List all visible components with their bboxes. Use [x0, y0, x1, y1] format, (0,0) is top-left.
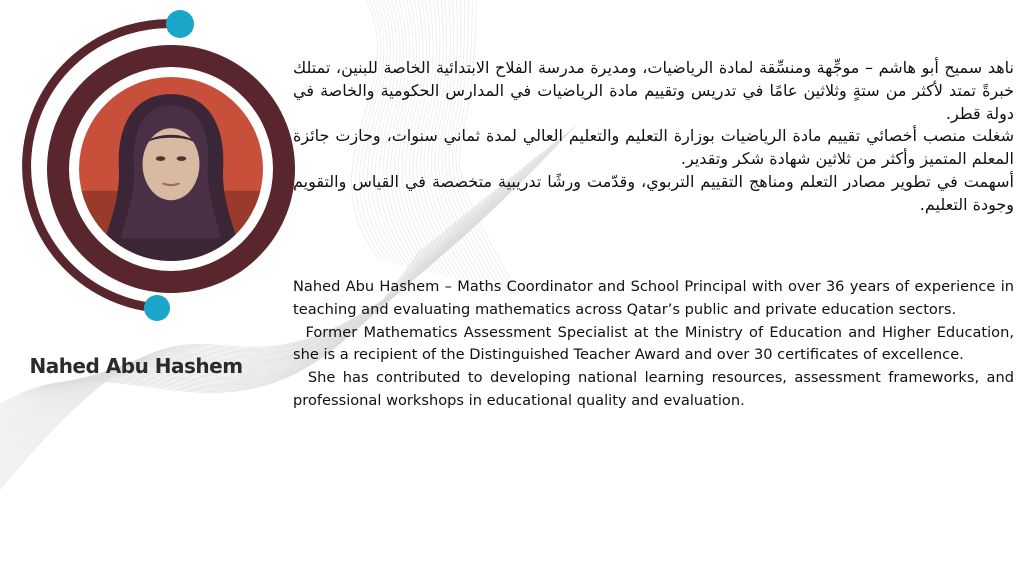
speaker-portrait-image — [79, 77, 263, 261]
bottom-dot — [144, 295, 170, 321]
bio-english — [293, 276, 1019, 413]
bio-arabic-paragraph: أسهمت في تطوير مصادر التعلم ومناهج التقييم التربوي، وقدّمت ورشًا تدريبية متخصصة في القياس والتقويم وجودة التعليم. — [293, 171, 1014, 214]
bio-arabic-paragraph: شغلت منصب أخصائي تقييم مادة الرياضيات بوزارة التعليم والتعليم العالي لمدة ثماني سنوات، وحازت جائزة المعلم المتميز وأكثر من ثلاثين شهادة شكر وتقدير. — [293, 126, 1014, 169]
bio-arabic — [293, 57, 1014, 217]
bio-arabic-paragraph: ناهد سميح أبو هاشم – موجِّهة ومنسِّقة لمادة الرياضيات، ومديرة مدرسة الفلاح الابتدائية الخاصة للبنين، تمتلك خبرةً تمتد لأكثر من ستةٍ وثلاثين عامًا في تدريس وتقييم مادة الرياضيات في المدارس الحكومية والخاصة في دولة قطر. — [293, 58, 1014, 123]
bio-english-paragraph: Nahed Abu Hashem – Maths Coordinator and School Principal with over 36 years of experience in teaching and evaluating mathematics across Qatar’s public and private education sectors. — [293, 278, 1014, 318]
speaker-photo — [74, 72, 268, 266]
bio-english-paragraph: She has contributed to developing national learning resources, assessment frameworks, and professional workshops in educational quality and evaluation. — [293, 369, 1019, 409]
speaker-name: Nahed Abu Hashem — [29, 354, 243, 378]
bio-english-paragraph: Former Mathematics Assessment Specialist at the Ministry of Education and Higher Education, she is a recipient of the Distinguished Teacher Award and over 30 certificates of excellence. — [293, 323, 1019, 364]
top-dot — [166, 10, 194, 38]
portrait-frame — [18, 8, 308, 328]
